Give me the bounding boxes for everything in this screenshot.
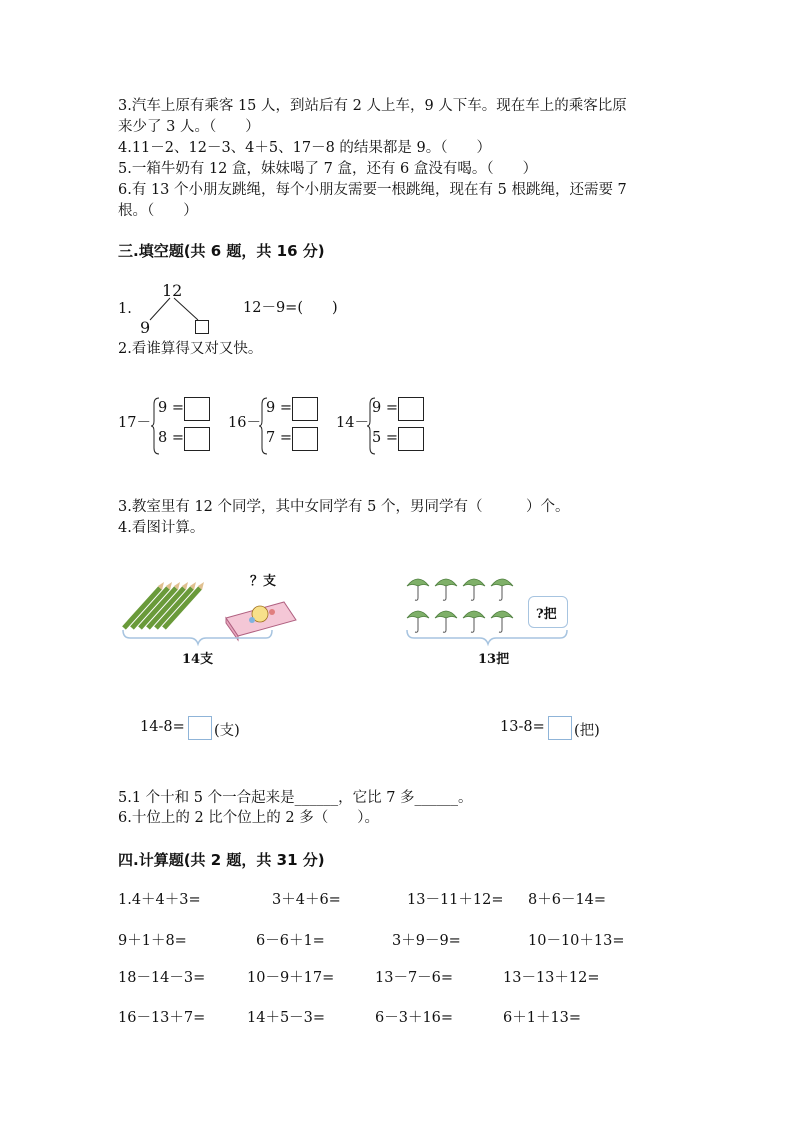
compute-item: 9＋1＋8= [118,933,187,949]
compute-item: 6＋1＋13= [503,1010,582,1026]
compute-item: 8＋6－14= [528,892,607,908]
umbrella-icon [407,579,429,600]
calc1-answer-box[interactable] [188,716,212,740]
compute-item: 6－6＋1= [256,933,325,949]
judge-q5: 5.一箱牛奶有 12 盒，妹妹喝了 7 盒，还有 6 盒没有喝。（ ） [118,161,538,177]
group-row-b: 5 = [372,430,398,446]
compute-item: 14＋5－3= [247,1010,326,1026]
group-minuend: 16－ [228,415,261,431]
fill-q4: 4.看图计算。 [118,520,205,536]
compute-item: 10－9＋17= [247,970,335,986]
group-answer-box-b[interactable] [398,427,424,451]
judge-q3-line1: 3.汽车上原有乘客 15 人，到站后有 2 人上车，9 人下车。现在车上的乘客比原 [118,98,627,114]
compute-item: 6－3＋16= [375,1010,454,1026]
calc2-unit: (把) [574,723,600,739]
judge-q4: 4.11－2、12－3、4＋5、17－8 的结果都是 9。（ ） [118,140,492,156]
pencil-picture [120,568,300,668]
fill-q3: 3.教室里有 12 个同学，其中女同学有 5 个，男同学有（ ）个。 [118,499,570,515]
group-answer-box-b[interactable] [292,427,318,451]
umbrella-brace [407,630,567,644]
number-bond-answer-box[interactable] [195,320,209,334]
group-answer-box-b[interactable] [184,427,210,451]
umbrella-total-label: 13把 [478,652,510,667]
compute-item: 3＋4＋6= [272,892,341,908]
compute-item: 18－14－3= [118,970,206,986]
calc1-expression: 14-8= [140,719,185,735]
pencil-question-label: ？支 [250,574,277,589]
group-answer-box-a[interactable] [184,397,210,421]
fill-q1-number: 1. [118,301,132,317]
compute-item: 13－11＋12= [407,892,504,908]
umbrella-picture [404,568,574,668]
compute-item: 10－10＋13= [528,933,625,949]
compute-item: 16－13＋7= [118,1010,206,1026]
judge-q6-line1: 6.有 13 个小朋友跳绳，每个小朋友需要一根跳绳，现在有 5 根跳绳，还需要 7 [118,182,627,198]
group-row-b: 8 = [158,430,184,446]
group-row-a: 9 = [266,400,292,416]
compute-item: 13－13＋12= [503,970,600,986]
compute-item: 3＋9－9= [392,933,461,949]
calc1-unit: (支) [214,723,240,739]
calc2-answer-box[interactable] [548,716,572,740]
umbrella-icon [435,579,457,600]
fill-section-heading: 三.填空题(共 6 题，共 16 分) [118,242,325,260]
number-bond-diagram [136,280,226,340]
pencil-total-label: 14支 [182,652,214,667]
umbrella-icon [491,611,513,632]
umbrella-icon [463,579,485,600]
group-row-b: 7 = [266,430,292,446]
fill-q6: 6.十位上的 2 比个位上的 2 多（ ）。 [118,810,379,826]
subtraction-group-3 [336,395,436,457]
fill-q5: 5.1 个十和 5 个一合起来是______，它比 7 多______。 [118,790,473,806]
umbrella-question-label: ?把 [536,607,557,622]
umbrella-icon [407,611,429,632]
subtraction-group-1 [118,395,218,457]
group-row-a: 9 = [372,400,398,416]
group-row-a: 9 = [158,400,184,416]
umbrella-icon [491,579,513,600]
number-bond-left: 9 [140,318,151,337]
compute-item: 1.4＋4＋3= [118,892,201,908]
umbrella-icon [463,611,485,632]
fill-q2-prompt: 2.看谁算得又对又快。 [118,341,263,357]
judge-q6-line2: 根。（ ） [118,203,198,219]
fill-q1-equation: 12－9=( ) [243,300,338,316]
judge-q3-line2: 来少了 3 人。（ ） [118,119,260,135]
group-minuend: 14－ [336,415,369,431]
compute-section-heading: 四.计算题(共 2 题，共 31 分) [118,851,325,869]
pencil-case-icon [226,602,296,640]
group-answer-box-a[interactable] [292,397,318,421]
subtraction-group-2 [228,395,328,457]
compute-item: 13－7－6= [375,970,454,986]
calc2-expression: 13-8= [500,719,545,735]
umbrella-icon [435,611,457,632]
number-bond-top: 12 [162,281,183,300]
group-answer-box-a[interactable] [398,397,424,421]
group-minuend: 17－ [118,415,151,431]
